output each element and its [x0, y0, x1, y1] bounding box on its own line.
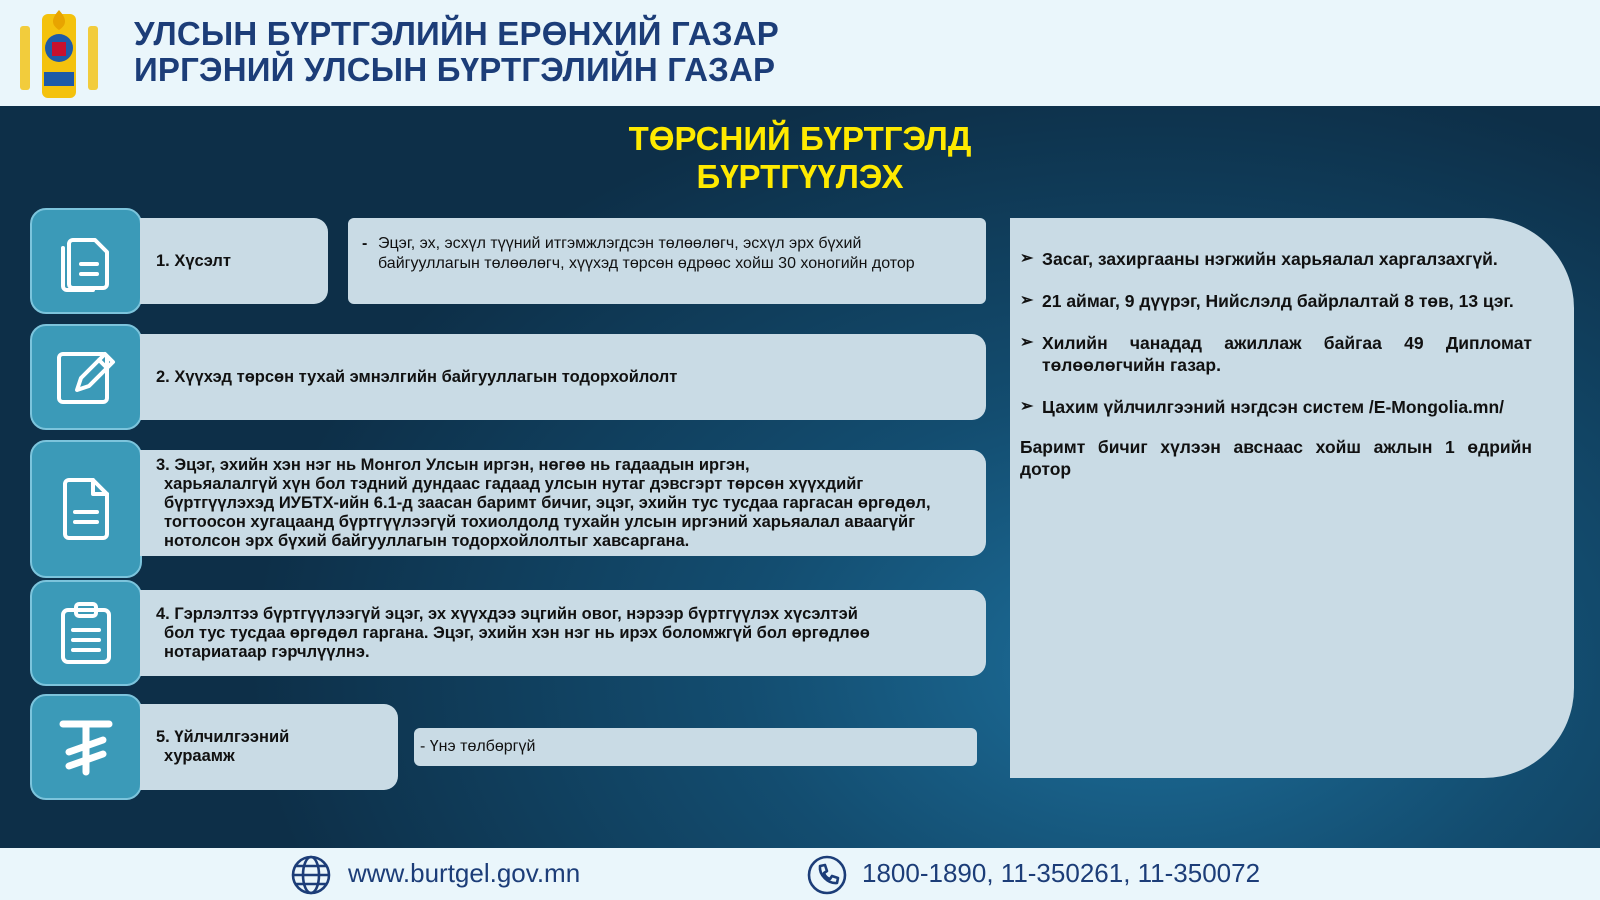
- document-icon: [51, 474, 121, 544]
- arrow-bullet-icon: ➢: [1020, 292, 1034, 309]
- tugrik-currency-icon: [51, 712, 121, 782]
- arrow-bullet-icon: ➢: [1020, 398, 1034, 415]
- footer: [0, 848, 1600, 900]
- step-4-label-rest: бол тус тусдаа өргөдөл гаргана. Эцэг, эхийн хэн нэг нь ирэх боломжгүй бол өргөдлөө нотариатаар гэрчлүүлнэ.: [164, 623, 870, 661]
- right-panel-item-text: 21 аймаг, 9 дүүрэг, Нийслэлд байрлалтай 8 төв, 13 цэг.: [1042, 291, 1514, 311]
- step-2-icon-box: [30, 324, 142, 430]
- step-1-desc-bullet: -: [362, 235, 368, 252]
- step-4-label-first: 4. Гэрлэлтээ бүртгүүлээгүй эцэг, эх хүүхдээ эцгийн овог, нэрээр бүртгүүлэх хүсэлтэй: [156, 604, 858, 623]
- step-5-label-first: 5. Үйлчилгээний: [156, 728, 290, 746]
- header: [0, 0, 1600, 106]
- step-1-desc: [348, 218, 986, 304]
- step-3-icon-box: [30, 440, 142, 578]
- phone-numbers: 1800-1890, 11-350261, 11-350072: [862, 858, 1261, 888]
- edit-pencil-icon: [51, 342, 121, 412]
- documents-icon: [51, 226, 121, 296]
- right-panel: [1010, 218, 1574, 778]
- right-panel-note: Баримт бичиг хүлээн авснаас хойш ажлын 1 өдрийн дотор: [1020, 437, 1532, 479]
- state-emblem-icon: [14, 8, 104, 100]
- step-1-desc-text: Эцэг, эх, эсхүл түүний итгэмжлэгдсэн төлөөлөгч, эсхүл эрх бүхий байгууллагын төлөөлөгч, хүүхэд төрсөн өдрөөс хойш 30 хоногийн дотор: [378, 235, 915, 272]
- phone-icon: [806, 854, 848, 896]
- arrow-bullet-icon: ➢: [1020, 334, 1034, 351]
- step-3-label: [140, 450, 986, 556]
- step-2-label: 2. Хүүхэд төрсөн тухай эмнэлгийн байгууллагын тодорхойлолт: [140, 334, 986, 420]
- main-title-line1: ТӨРСНИЙ БҮРТГЭЛД: [628, 120, 972, 157]
- main-title-line2: БҮРТГҮҮЛЭХ: [696, 158, 904, 195]
- step-1-label: 1. Хүсэлт: [140, 218, 328, 304]
- right-panel-item: [1020, 248, 1532, 270]
- main-title: [560, 120, 1040, 196]
- header-title-line1: УЛСЫН БҮРТГЭЛИЙН ЕРӨНХИЙ ГАЗАР: [134, 15, 780, 52]
- step-5-icon-box: [30, 694, 142, 800]
- main-panel: [0, 106, 1600, 848]
- header-title: [134, 16, 779, 88]
- step-5-label: [140, 704, 398, 790]
- right-panel-item: [1020, 332, 1532, 376]
- header-title-line2: ИРГЭНИЙ УЛСЫН БҮРТГЭЛИЙН ГАЗАР: [134, 51, 776, 88]
- right-panel-item-text: Засаг, захиргааны нэгжийн харьяалал харгалзахгүй.: [1042, 249, 1498, 269]
- step-3-label-first: 3. Эцэг, эхийн хэн нэг нь Монгол Улсын иргэн, нөгөө нь гадаадын иргэн,: [156, 455, 750, 474]
- step-1-icon-box: [30, 208, 142, 314]
- arrow-bullet-icon: ➢: [1020, 250, 1034, 267]
- step-5-label-rest: хураамж: [164, 747, 235, 765]
- website-link[interactable]: www.burtgel.gov.mn: [348, 858, 581, 888]
- globe-icon: [290, 854, 332, 896]
- right-panel-item: [1020, 290, 1532, 312]
- clipboard-icon: [51, 598, 121, 668]
- step-3-label-rest: харьяалалгүй хүн бол тэдний дундаас гадаад улсын нутаг дэвсгэрт төрсөн хүүхдийг бүртгүүлэхэд ИУБТХ-ийн 6.1-д заасан баримт бичиг, эцэг, эхийн тус тусдаа гаргасан өргөдөл, тогтоосон хугацаанд бүртгүүлээгүй тохиолдолд тухайн улсын иргэний харьяалал аваагүйг нотолсон эрх бүхий байгууллагын тодорхойлолтыг хавсаргана.: [164, 474, 931, 550]
- step-4-label: [140, 590, 986, 676]
- step-4-icon-box: [30, 580, 142, 686]
- right-panel-item: [1020, 396, 1532, 418]
- right-panel-item-text: Хилийн чанадад ажиллаж байгаа 49 Дипломат төлөөлөгчийн газар.: [1042, 333, 1532, 375]
- right-panel-item-text: Цахим үйлчилгээний нэгдсэн систем /E-Mongolia.mn/: [1042, 397, 1505, 417]
- step-5-desc: - Үнэ төлбөргүй: [414, 728, 977, 766]
